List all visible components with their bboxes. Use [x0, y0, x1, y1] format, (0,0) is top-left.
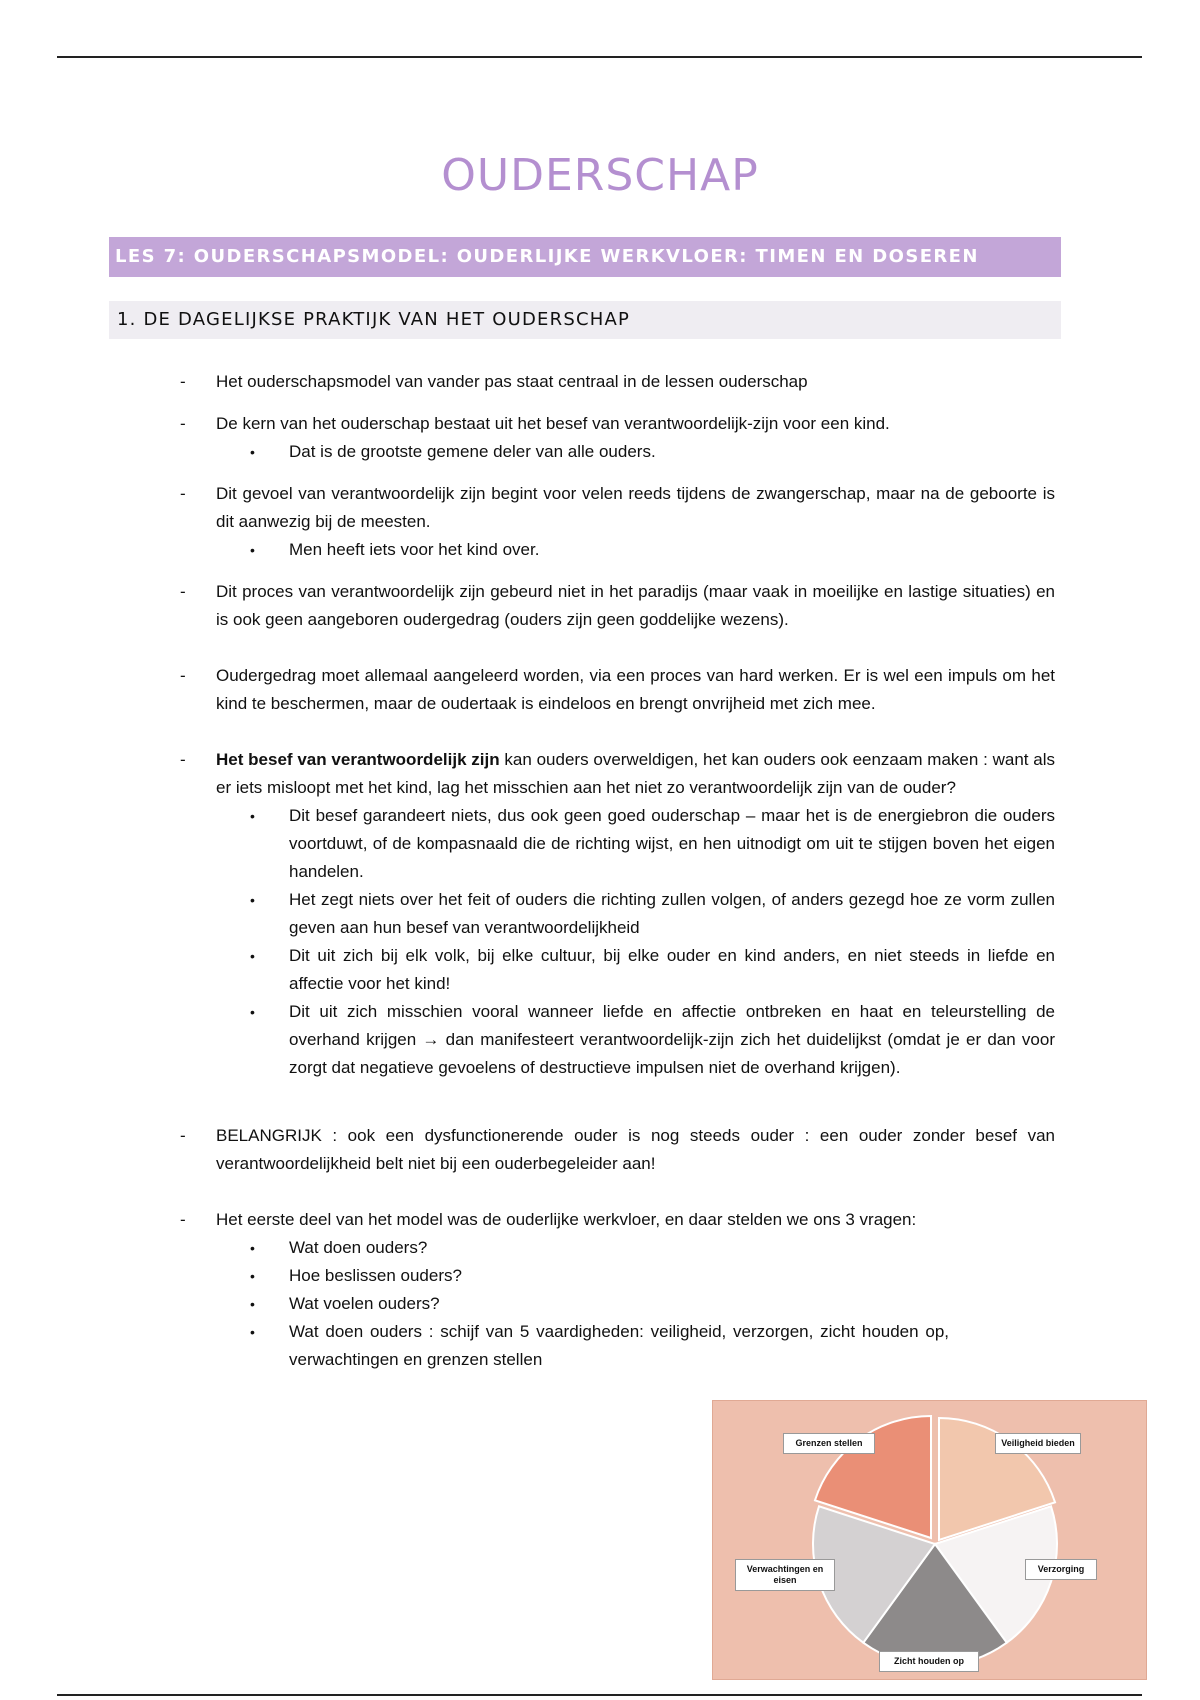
bullet-marker: •	[250, 892, 255, 908]
bullet-marker: •	[250, 1268, 255, 1284]
pie-label-grenzen: Grenzen stellen	[783, 1433, 875, 1454]
dash-marker: -	[180, 414, 186, 433]
section-heading: 1. DE DAGELIJKSE PRAKTIJK VAN HET OUDERSCHAP	[109, 301, 1061, 339]
bullet-marker: •	[250, 1240, 255, 1256]
pie-label-zicht: Zicht houden op	[879, 1651, 979, 1672]
list-item	[180, 368, 1055, 396]
dash-marker: -	[180, 484, 186, 503]
pie-chart-svg	[713, 1401, 1146, 1679]
sub-list-item	[180, 1290, 1055, 1318]
sub-list-item	[180, 886, 1055, 942]
sub-item-text: Wat doen ouders?	[289, 1238, 428, 1257]
sub-item-text: Dit besef garandeert niets, dus ook geen goed ouderschap – maar het is de energiebron die ouders voortduwt, of de kompasnaald die de richting wijst, en hen uitnodigt om uit te stijgen boven het eigen handelen.	[289, 806, 1055, 881]
sub-item-text: Men heeft iets voor het kind over.	[289, 540, 540, 559]
list-item	[180, 410, 1055, 438]
item-text: Dit gevoel van verantwoordelijk zijn begint voor velen reeds tijdens de zwangerschap, maar na de geboorte is dit aanwezig bij de meesten.	[216, 484, 1055, 531]
item-text: Het eerste deel van het model was de ouderlijke werkvloer, en daar stelden we ons 3 vragen:	[216, 1210, 917, 1229]
page-title: OUDERSCHAP	[441, 150, 759, 201]
lesson-heading-bar: LES 7: OUDERSCHAPSMODEL: OUDERLIJKE WERKVLOER: TIMEN EN DOSEREN	[109, 237, 1061, 277]
sub-list-item	[180, 1234, 1055, 1262]
list-item	[180, 746, 1055, 802]
item-text: De kern van het ouderschap bestaat uit het besef van verantwoordelijk-zijn voor een kind.	[216, 414, 890, 433]
dash-marker: -	[180, 1210, 186, 1229]
list-item	[180, 480, 1055, 536]
sub-item-text: Wat voelen ouders?	[289, 1294, 440, 1313]
item-text: Dit proces van verantwoordelijk zijn gebeurd niet in het paradijs (maar vaak in moeilijke en lastige situaties) en is ook geen aangeboren oudergedrag (ouders zijn geen goddelijke wezens).	[216, 582, 1055, 629]
sub-item-text: Dit uit zich misschien vooral wanneer liefde en affectie ontbreken en haat en teleurstelling de overhand krijgen → dan manifesteert verantwoordelijk-zijn zich het duidelijkst (omdat je er dan voor zorgt dat negatieve gevoelens of destructieve impulsen niet de overhand krijgen).	[289, 1002, 1055, 1077]
sub-list-item	[180, 438, 1055, 466]
skills-pie-chart	[712, 1400, 1147, 1680]
dash-marker: -	[180, 582, 186, 601]
bullet-marker: •	[250, 1004, 255, 1020]
pie-label-verwachtingen: Verwachtingen en eisen	[735, 1559, 835, 1591]
list-item	[180, 1122, 1055, 1178]
top-rule	[57, 56, 1142, 58]
sub-list-item	[180, 1262, 1055, 1290]
bullet-marker: •	[250, 542, 255, 558]
item-bold-text: Het besef van verantwoordelijk zijn	[216, 750, 500, 769]
sub-list-item	[180, 536, 1055, 564]
sub-list-item	[180, 802, 1055, 886]
bullet-marker: •	[250, 444, 255, 460]
list-item	[180, 662, 1055, 718]
dash-marker: -	[180, 750, 186, 769]
sub-list-item	[180, 998, 1055, 1082]
item-text: Het ouderschapsmodel van vander pas staat centraal in de lessen ouderschap	[216, 372, 808, 391]
sub-item-text: Dit uit zich bij elk volk, bij elke cultuur, bij elke ouder en kind anders, en niet steeds in liefde en affectie voor het kind!	[289, 946, 1055, 993]
sub-item-text: Hoe beslissen ouders?	[289, 1266, 462, 1285]
sub-item-text: Dat is de grootste gemene deler van alle ouders.	[289, 442, 656, 461]
document-body	[180, 368, 1055, 1374]
pie-label-veiligheid: Veiligheid bieden	[995, 1433, 1081, 1454]
list-item	[180, 1206, 1055, 1234]
pie-label-verzorging: Verzorging	[1025, 1559, 1097, 1580]
dash-marker: -	[180, 1126, 186, 1145]
bottom-rule	[57, 1694, 1142, 1696]
bullet-marker: •	[250, 1296, 255, 1312]
sub-item-text: Het zegt niets over het feit of ouders die richting zullen volgen, of anders gezegd hoe ze vorm zullen geven aan hun besef van verantwoordelijkheid	[289, 890, 1055, 937]
item-text: kan ouders overweldigen, het kan ouders ook eenzaam maken : want als er iets misloopt met het kind, lag het misschien aan het niet zo verantwoordelijk zijn van de ouder?	[216, 750, 1056, 797]
list-item	[180, 578, 1055, 634]
bullet-marker: •	[250, 948, 255, 964]
dash-marker: -	[180, 372, 186, 391]
sub-item-text: Wat doen ouders : schijf van 5 vaardigheden: veiligheid, verzorgen, zicht houden op, verwachtingen en grenzen stellen	[289, 1322, 949, 1369]
sub-list-item	[180, 1318, 949, 1374]
dash-marker: -	[180, 666, 186, 685]
item-text: BELANGRIJK : ook een dysfunctionerende ouder is nog steeds ouder : een ouder zonder besef van verantwoordelijkheid belt niet bij een ouderbegeleider aan!	[216, 1126, 1055, 1173]
sub-list-item	[180, 942, 1055, 998]
bullet-marker: •	[250, 808, 255, 824]
bullet-marker: •	[250, 1324, 255, 1340]
item-text: Oudergedrag moet allemaal aangeleerd worden, via een proces van hard werken. Er is wel een impuls om het kind te beschermen, maar de oudertaak is eindeloos en brengt onvrijheid met zich mee.	[216, 666, 1055, 713]
